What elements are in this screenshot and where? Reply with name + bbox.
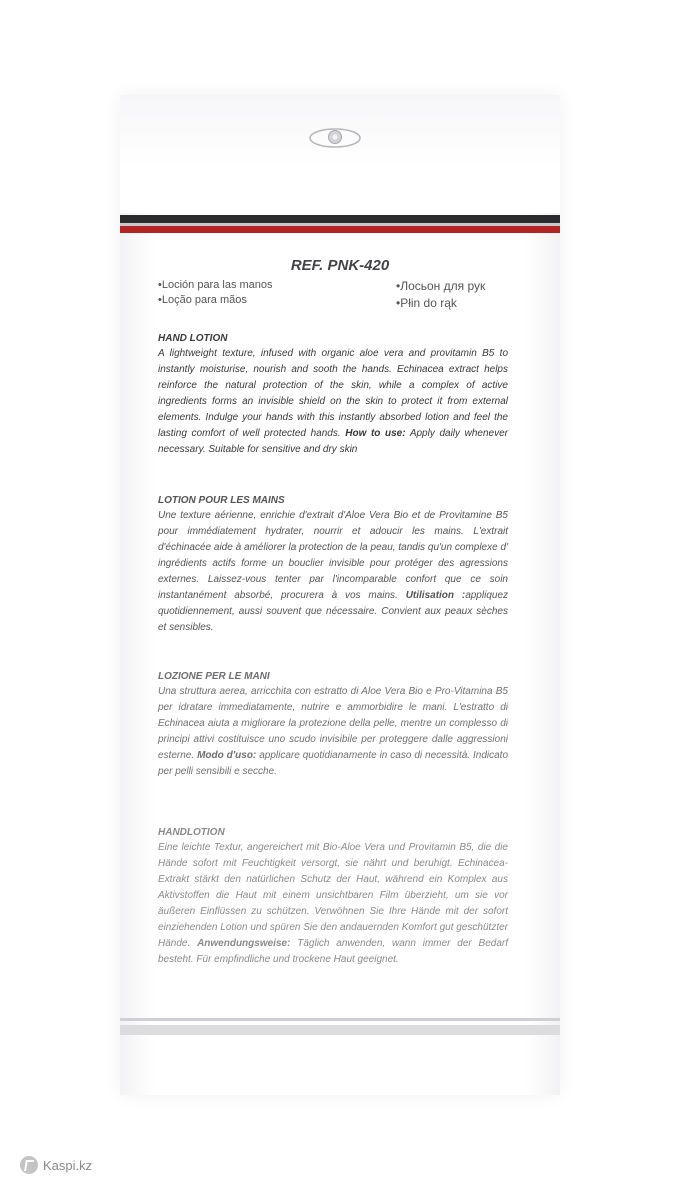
section-title: HANDLOTION <box>158 827 225 838</box>
name-pl: •Płin do rąk <box>396 296 457 310</box>
brand-logo-icon <box>308 123 362 149</box>
section-title: LOTION POUR LES MAINS <box>158 495 285 506</box>
section-text: Une texture aérienne, enrichie d'extrait d'Aloe Vera Bio et de Provitamine B5 pour immédiatement hydrater, nourrir et adoucir les mains. L'extrait d'échinacée aide à améliorer la protection de la peau, tandis qu'un complexe d' ingrédients actifs forme un bouclier invisible pour protéger des agressions externes. Laissez-vous tenter par l'incomparable confort que ce soin instantanément absorbé, procurera à vos mains. Utilisation :appliquez quotidiennement, aussi souvent que nécessaire. Convient aux peaux sèches et sensibles. <box>158 510 508 633</box>
name-pt: •Loção para mãos <box>158 294 247 306</box>
section-english <box>158 333 508 458</box>
section-text: Eine leichte Textur, angereichert mit Bio-Aloe Vera und Provitamin B5, die die Hände sofort mit Feuchtigkeit versorgt, sie nährt und beruhigt. Echinacea-Extrakt stärkt den natürlichen Schutz der Haut, während ein Komplex aus Aktivstoffen die Haut mit einem unsichtbaren Film überzieht, um sie vor äußeren Einflüssen zu schützen. Verwöhnen Sie Ihre Hände mit der sofort einziehenden Lotion und spüren Sie den andauernden Komfort gut geschützter Hände. Anwendungsweise: Täglich anwenden, wann immer der Bedarf besteht. Für empfindliche und trockene Haut geeignet. <box>158 842 509 965</box>
stripe-red <box>120 226 560 233</box>
stripe-bottom-thin <box>120 1018 560 1021</box>
stripe-dark <box>120 215 560 223</box>
section-german <box>158 827 508 968</box>
box-top <box>120 95 560 213</box>
section-text: A lightweight texture, infused with organic aloe vera and provitamin B5 to instantly moisturise, nourish and sooth the hands. Echinacea extract helps reinforce the natural protection of the skin, while a complex of active ingredients forms an invisible shield on the skin to protect it from external elements. Indulge your hands with this instantly absorbed lotion and feel the lasting comfort of well protected hands. How to use: Apply daily whenever necessary. Suitable for sensitive and dry skin <box>158 348 508 455</box>
section-italian <box>158 671 508 780</box>
section-title: HAND LOTION <box>158 333 228 344</box>
watermark-label: Kaspi.kz <box>43 1157 93 1173</box>
product-box <box>120 95 560 1095</box>
name-es: •Loción para las manos <box>158 279 273 291</box>
section-title: LOZIONE PER LE MANI <box>158 671 270 682</box>
name-ru: •Лосьон для рук <box>396 279 486 293</box>
watermark <box>20 1153 92 1177</box>
kaspi-icon <box>20 1156 38 1174</box>
product-ref: REF. PNK-420 <box>290 257 390 274</box>
stripe-bottom-wide <box>120 1025 560 1035</box>
section-text: Una struttura aerea, arricchita con estratto di Aloe Vera Bio e Pro-Vitamina B5 per idratare immediatamente, nutrire e ammorbidire le mani. L'estratto di Echinacea aiuta a migliorare la protezione della pelle, mentre un complesso di principi attivi costituisce uno scudo invisibile per proteggere dalle aggressioni esterne. Modo d'uso: applicare quotidianamente in caso di necessità. Indicato per pelli sensibili e secche. <box>158 686 509 777</box>
section-french <box>158 495 508 636</box>
